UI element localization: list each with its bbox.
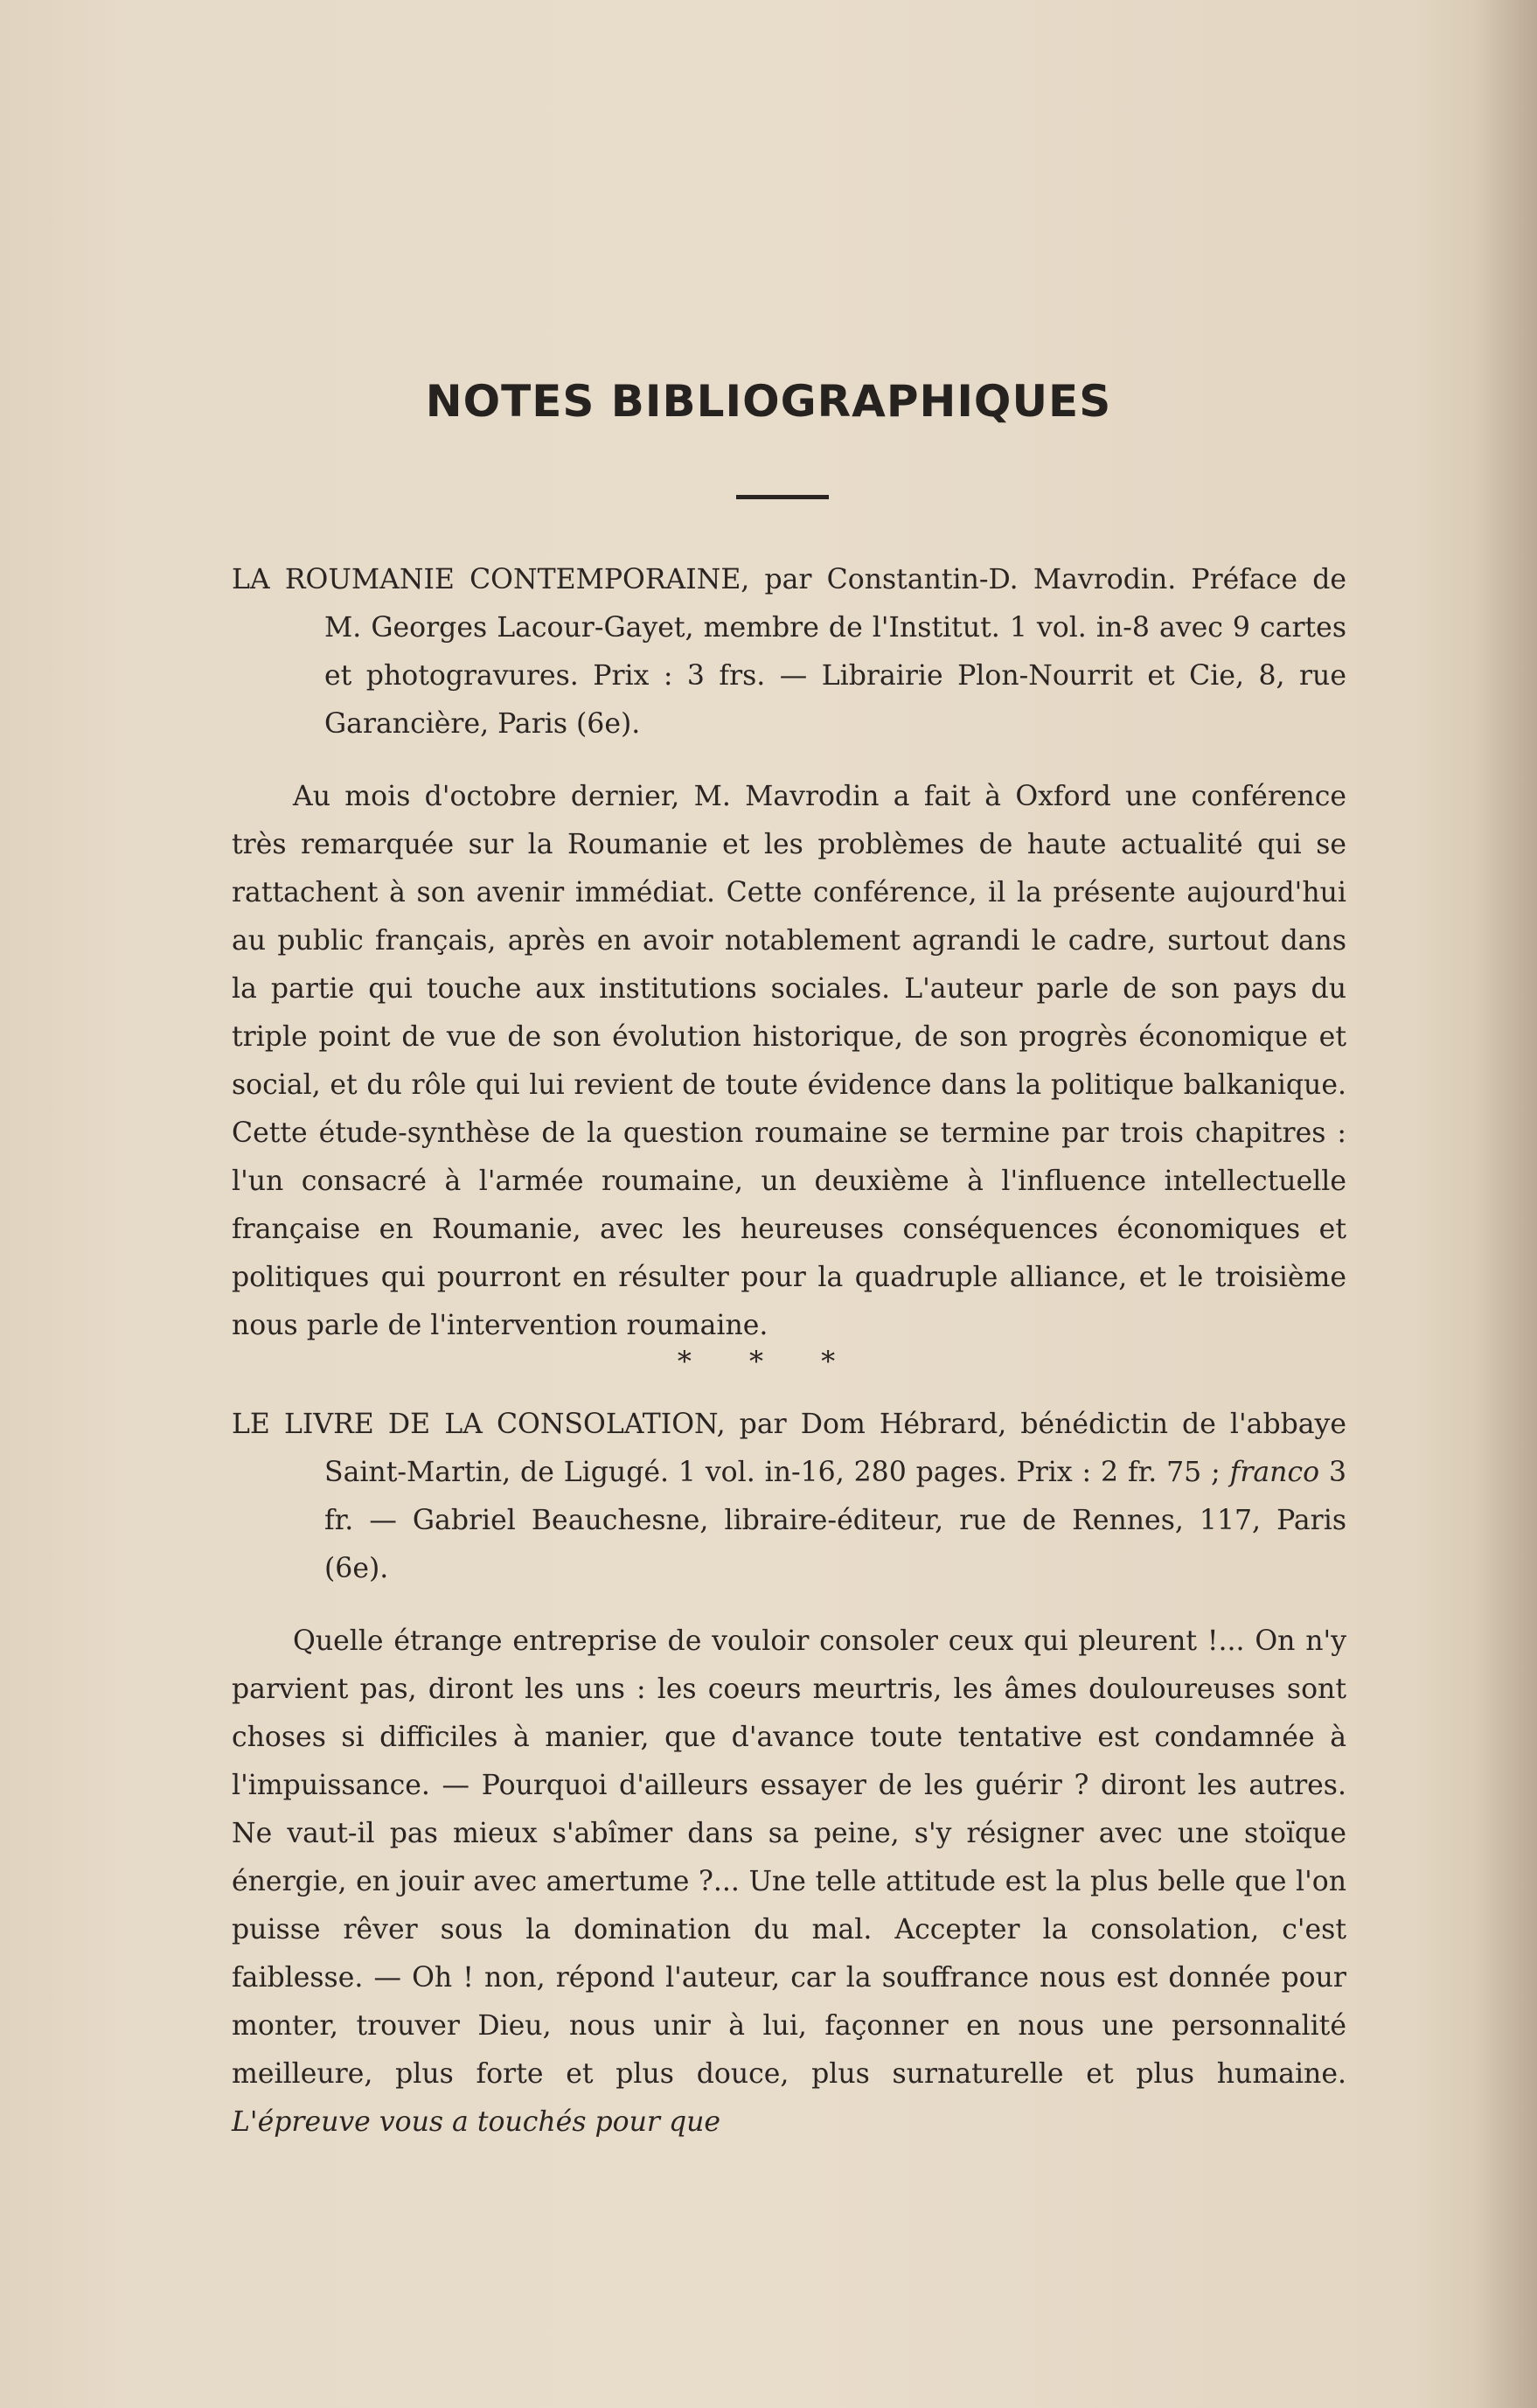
entry-heading-text-end: 3 fr. — Gabriel Beauchesne, libraire-éditeur, rue de Rennes, 117, Paris (6e). [324,1457,1346,1584]
page-title: NOTES BIBLIOGRAPHIQUES [425,376,1112,427]
entry-heading-text: LE LIVRE DE LA CONSOLATION, par Dom Hébrard, bénédictin de l'abbaye Saint-Martin, de Ligugé. 1 vol. in-16, 280 pages. Prix : 2 fr. 75 ; [232,1409,1346,1488]
entry-heading [232,1401,1346,1593]
entry-body-text: Quelle étrange entreprise de vouloir consoler ceux qui pleurent !... On n'y parvient pas, diront les uns : les coeurs meurtris, les âmes douloureuses sont choses si difficiles à manier, que d'avance toute tentative est condamnée à l'impuissance. — Pourquoi d'ailleurs essayer de les guérir ? diront les autres. Ne vaut-il pas mieux s'abîmer dans sa peine, s'y résigner avec une stoïque énergie, en jouir avec amertume ?... Une telle attitude est la plus belle que l'on puisse rêver sous la domination du mal. Accepter la consolation, c'est faiblesse. — Oh ! non, répond l'auteur, car la souffrance nous est donnée pour monter, trouver Dieu, nous unir à lui, façonner en nous une personnalité meilleure, plus forte et plus douce, plus surnaturelle et plus humaine. [232,1625,1346,2090]
entry-body: Au mois d'octobre dernier, M. Mavrodin a fait à Oxford une conférence très remarquée sur la Roumanie et les problèmes de haute actualité qui se rattachent à son avenir immédiat. Cette conférence, il la présente aujourd'hui au public français, après en avoir notablement agrandi le cadre, surtout dans la partie qui touche aux institutions sociales. L'auteur parle de son pays du triple point de vue de son évolution historique, de son progrès économique et social, et du rôle qui lui revient de toute évidence dans la politique balkanique. Cette étude-synthèse de la question roumaine se termine par trois chapitres : l'un consacré à l'armée roumaine, un deuxième à l'influence intellectuelle française en Roumanie, avec les heureuses conséquences économiques et politiques qui pourront en résulter pour la quadruple alliance, et le troisième nous parle de l'intervention roumaine. [232,781,1346,1341]
entry-heading-italic: franco [1229,1457,1320,1488]
entry-body [232,1618,1346,2147]
entry-heading: LA ROUMANIE CONTEMPORAINE, par Constantin-D. Mavrodin. Préface de M. Georges Lacour-Gayet, membre de l'Institut. 1 vol. in-8 avec 9 cartes et photogravures. Prix : 3 frs. — Librairie Plon-Nourrit et Cie, 8, rue Garancière, Paris (6e). [232,564,1346,740]
page-edge-shadow [1476,0,1537,2408]
title-rule [736,495,829,499]
bibliographic-entry [232,1401,1346,2147]
bibliographic-entry [232,556,1346,1350]
entry-body-italic: L'épreuve vous a touchés pour que [232,2106,721,2138]
section-separator: * * * [677,1345,860,1378]
